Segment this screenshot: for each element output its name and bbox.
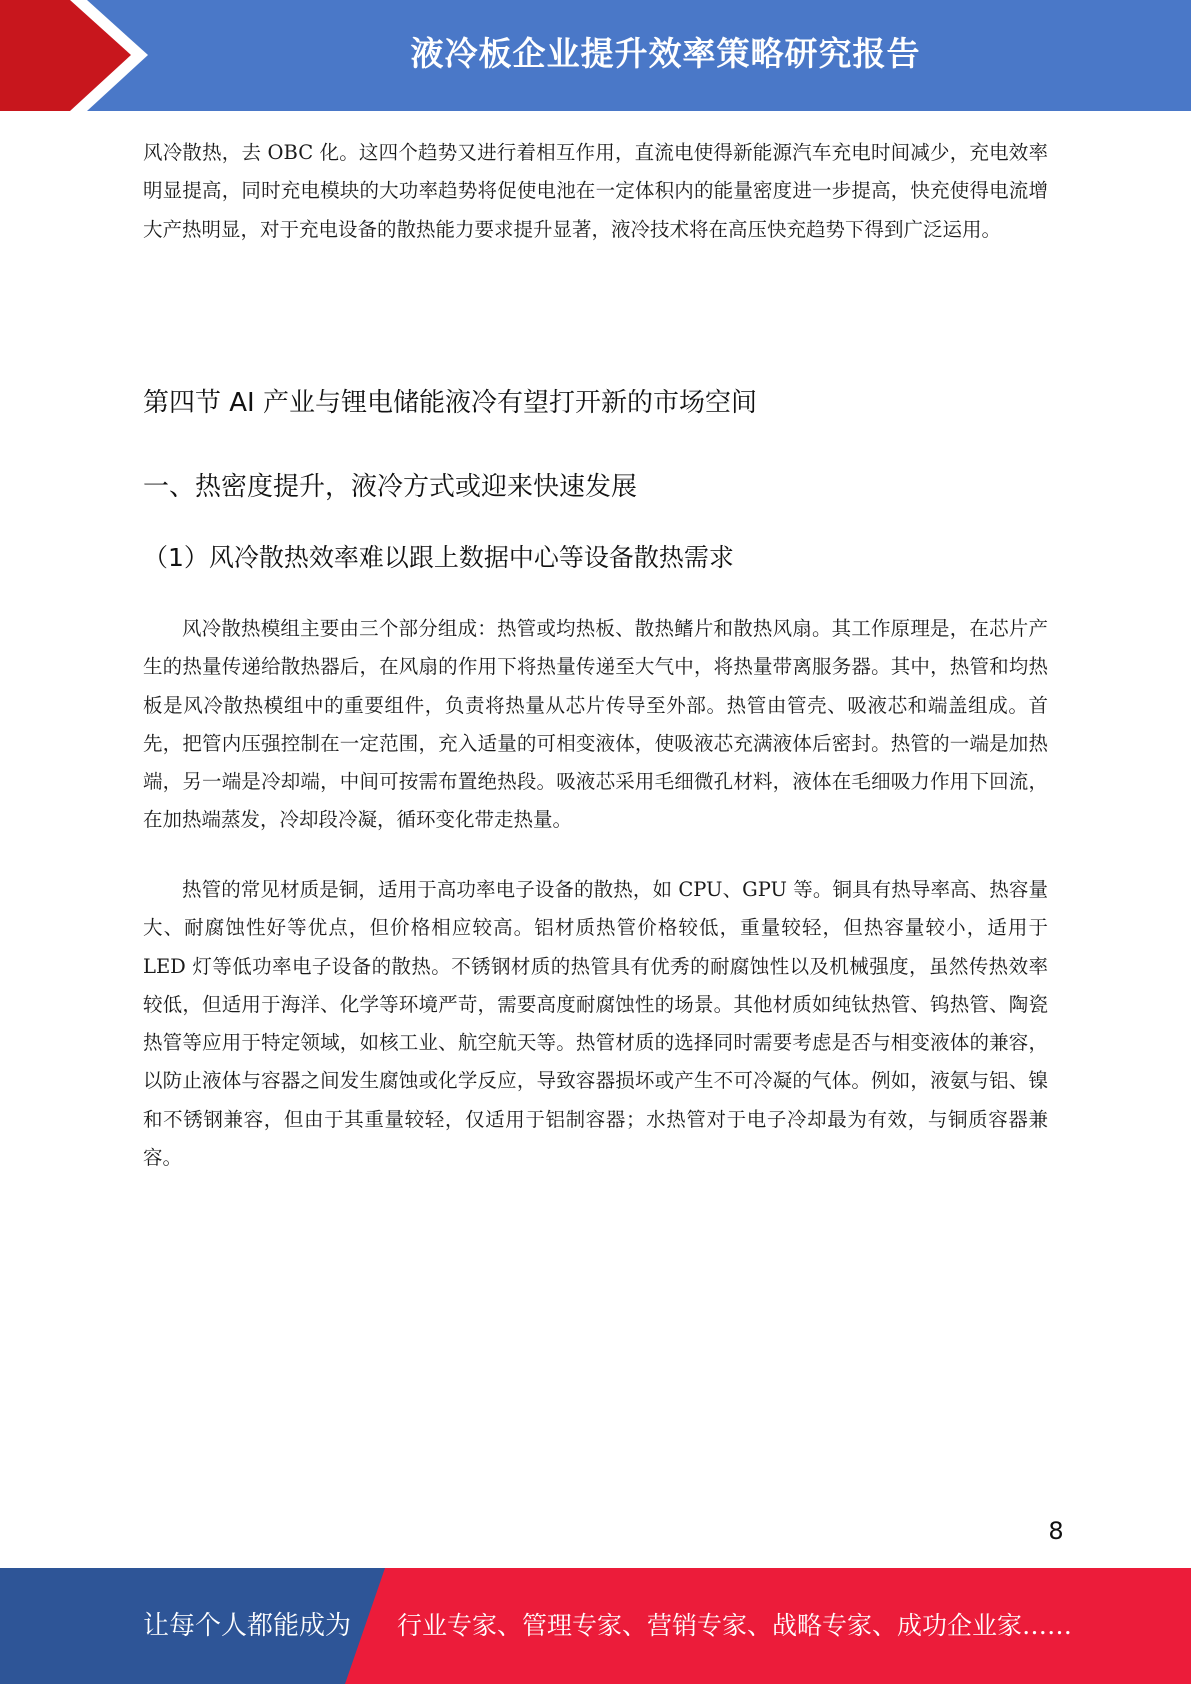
intro-paragraph: 风冷散热，去 OBC 化。这四个趋势又进行着相互作用，直流电使得新能源汽车充电时间减少，充电效率明显提高，同时充电模块的大功率趋势将促使电池在一定体积内的能量密度进一步提高，快充使得电流增大产热明显，对于充电设备的散热能力要求提升显著，液冷技术将在高压快充趋势下得到广泛运用。	[143, 141, 1048, 241]
body-paragraph: 热管的常见材质是铜，适用于高功率电子设备的散热，如 CPU、GPU 等。铜具有热导率高、热容量大、耐腐蚀性好等优点，但价格相应较高。铝材质热管价格较低，重量较轻，但热容量较小，适用于 LED 灯等低功率电子设备的散热。不锈钢材质的热管具有优秀的耐腐蚀性以及机械强度，虽然传热效率较低，但适用于海洋、化学等环境严苛，需要高度耐腐蚀性的场景。其他材质如纯钛热管、钨热管、陶瓷热管等应用于特定领域，如核工业、航空航天等。热管材质的选择同时需要考虑是否与相变液体的兼容，以防止液体与容器之间发生腐蚀或化学反应，导致容器损坏或产生不可冷凝的气体。例如，液氨与铝、镍和不锈钢兼容，但由于其重量较轻，仅适用于铝制容器；水热管对于电子冷却最为有效，与铜质容器兼容。	[143, 878, 1048, 1170]
page-header	[0, 0, 1191, 111]
sub-heading: 一、热密度提升，液冷方式或迎来快速发展	[143, 472, 638, 502]
body-paragraph: 风冷散热模组主要由三个部分组成：热管或均热板、散热鳍片和散热风扇。其工作原理是，在芯片产生的热量传递给散热器后，在风扇的作用下将热量传递至大气中，将热量带离服务器。其中，热管和均热板是风冷散热模组中的重要组件，负责将热量从芯片传导至外部。热管由管壳、吸液芯和端盖组成。首先，把管内压强控制在一定范围，充入适量的可相变液体，使吸液芯充满液体后密封。热管的一端是加热端，另一端是冷却端，中间可按需布置绝热段。吸液芯采用毛细微孔材料，液体在毛细吸力作用下回流，在加热端蒸发，冷却段冷凝，循环变化带走热量。	[143, 617, 1048, 832]
report-title: 液冷板企业提升效率策略研究报告	[410, 34, 921, 73]
page-footer	[0, 1568, 1191, 1684]
page-number: 8	[1048, 1517, 1064, 1545]
paragraph-2-block	[143, 871, 1048, 1177]
footer-slogan-left: 让每个人都能成为	[143, 1611, 352, 1641]
paragraph-1-block	[143, 610, 1048, 840]
subsub-heading: （1）风冷散热效率难以跟上数据中心等设备散热需求	[143, 543, 734, 572]
footer-slogan-right: 行业专家、管理专家、营销专家、战略专家、成功企业家……	[397, 1611, 1073, 1640]
section-heading: 第四节 AI 产业与锂电储能液冷有望打开新的市场空间	[143, 388, 757, 418]
intro-block	[143, 134, 1048, 249]
